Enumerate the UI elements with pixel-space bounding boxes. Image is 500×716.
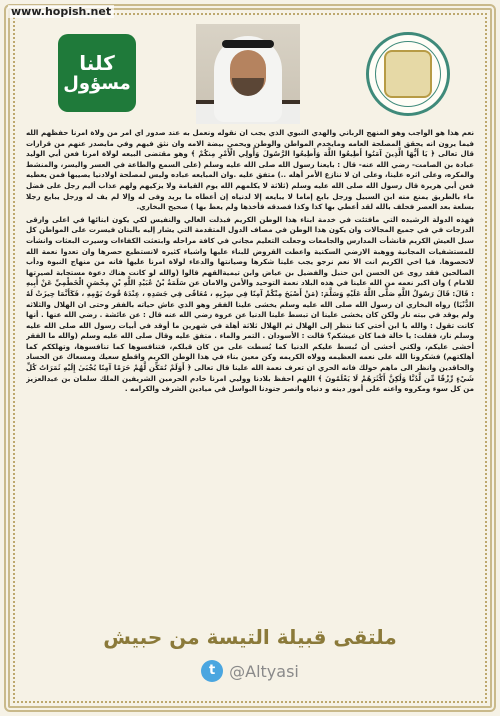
twitter-handle: @Altyasi	[229, 661, 299, 681]
portrait-icon	[196, 24, 300, 124]
kulluna-masool-logo	[58, 34, 136, 112]
footer-title: ملتقى قبيلة التيسة من حبيش	[103, 625, 397, 649]
logo-line-2: مسؤول	[63, 73, 131, 94]
twitter-icon: t	[201, 660, 223, 682]
logo-line-1: كلنا	[79, 51, 115, 75]
watermark: www.hopish.net	[8, 5, 114, 18]
paragraph: فهذه الدولة الرشيده التي مافتئت في خدمة ابناء هذا الوطن الكريم فبذلت الغالي والنفيس لكي يكون ابنائها في اعلى وارقى الدرجات في في جميع المجالات وان يكون هذا الوطن في مصاف الدول المتقدمة التي يشار إليه بالبنان فيسرت على المواطن كل سبل العيش الكريم فانشأت المدارس والجامعات وجعلت التعليم مجاني في كافة مراحله وابتعثت الكفاءات وسيرت البعثات وانشأت للمستشفيات المجانية ووهبة الارضي السكنية واعطت القروض للبناء عليها واشياء كثيره لانستطيع حصرها وان تعدوا نعمة الله لاتحصوها. فيا اخي الكريم انت الا نعم نرجو يجب علينا شكرها وصيانتها والدعاء لولاة امرنا عليها فانه من منهاج النبوة ودأب الصالحين فقد روى عن الحسن ابن حنبل والفضيل بن عياض وابن تيميةالقهم قالوا (والله لو كانت هناك دعوة مستجابة لصيرتها للامام ) وان اكبر نعمه من الله علينا في هذه البلاد نعمة التوحيد والأمن والامان عن سَلَمَةُ بْنُ عُبَيْدِ اللَّهِ بْنِ مِحْصَنٍ الْخَطْمِيِّ عَنْ أَبِيهِ : قَالَ: قَالَ رَسُولُ اللَّهِ صَلَّى اللَّهُ عَلَيْهِ وَسَلَّمَ: (مَنْ أَصْبَحَ مِنْكُمْ آمِنًا فِي سِرْبِهِ ، مُعَافًى فِي جَسَدِهِ ، عِنْدَهُ قُوتُ يَوْمِهِ ، فَكَأَنَّمَا حِيزَتْ لَهُ الدُّنْيَا) رواه البخاري ان رسول الله صلى الله عليه وسلم يخشى علينا الفقر وهو الذي عاش حياته بالفقر وحتى ان الهلال والثلاثه ولم يوقد في بيته نار ولكن كان يخشى علينا ان تبسط علينا الدنيا عن عروة رضي الله عنه قال : عن عائشة . رضي الله عنها . أنها كانت تقول : والله يا ابن أختي كنا ننظر إلى الهلال ثم الهلال ثلاثة أهلة في شهرين ما أوقد في أبيات رسول الله صلى الله عليه وسلم نار، فقلت: يا خالة فما كان عيشكم؟ قالت : الأسودان . التمر والماء . متفق عليه وقال صلى الله عليه وسلم (والله ما الفقر أخشى عليكم، ولكني أخشى أن تُبسط عليكم الدنيا كما بُسطت على من كان قبلكم، فتنافسوها كما تنافسوها، وتهلككم كما أهلكتهم) فشكرونا الله على نعمه العظيمه وولاه الكريمه وكن معين بناء في هذا الوطن الكريم واقطع سعيك ومسعاك عن الحساد والحاقدين وانظر الى ماهم حولك فانه الحري ان تعرف نعمة الله علينا قال تعالى ﴿ أَوَلَمْ نُمَكِّن لَّهُمْ حَرَمًا آمِنًا يُجْبَىٰ إِلَيْهِ ثَمَرَاتُ كُلِّ شَيْءٍ رِّزْقًا مِّن لَّدُنَّا وَلَٰكِنَّ أَكْثَرَهُمْ لَا يَعْلَمُونَ ﴾ اللهم احفظ بلادنا ووليي امرنا خادم الحرمين الشريفين الملك سلمان بن عبدالعزيز من كل سوء ومكروه واعنه على أمور دينه و دنياه وانصر جنودنا البواسل في ميادين الشرف والكرامه .	[26, 214, 474, 394]
twitter-handle-row	[20, 656, 480, 686]
header	[20, 24, 480, 124]
paragraph: نعم هذا هو الواجب وهو المنهج الرباني والهدي النبوي الذي يجب ان نقوله ونعمل به عند صدور اي امر من ولاة امرنا حفظهم الله فيما يرون انه يحقق المصلحة العامه ومايخدم المواطن والوطن ويحمي بيضة الامه وان نثق فيهم وفي مايصدر عنهم من قرارات قال تعالى ﴿ يَا أَيُّهَا الَّذِينَ آمَنُوا أَطِيعُوا اللَّهَ وَأَطِيعُوا الرَّسُولَ وَأُولِي الْأَمْرِ مِنكُمْ ﴾ وهو مقتضى البيعه لولاة امرنا فعن أبي الوليد عبادة بن الصامت- رضي الله عنه- قال : بايعنا رسول الله صلى الله عليه وسلم (على السمع والطاعة في العسر واليسر، والمنشط والمكره، وعلى اثره علينا، وعلى ان لا ننازع الأمر أهله ..) متفق عليه .وان المبايعه عباده وليس لمصلحة اولادنيا يصيبها فمن يعطيه فعن أبي هريرة قال رسول الله صلى الله عليه وسلم (ثلاثة لا يكلمهم الله يوم القيامة ولا يزكيهم ولهم عذاب أليم رجل على فضل ماء بالطريق يمنع منه ابن السبيل ورجل بايع إماما لا يبايعه إلا لدنياه إن أعطاه ما يريد وفى له وإلا لم يف له ورجل يبايع رجلا بسلعة بعد العصر فحلف بالله لقد أعطي بها كذا وكذا فصدقه فأخذها ولم يعط بها ) صحيح البخاري.	[26, 128, 474, 212]
seal-icon	[366, 32, 450, 116]
footer	[20, 622, 480, 702]
article-body	[26, 128, 474, 598]
